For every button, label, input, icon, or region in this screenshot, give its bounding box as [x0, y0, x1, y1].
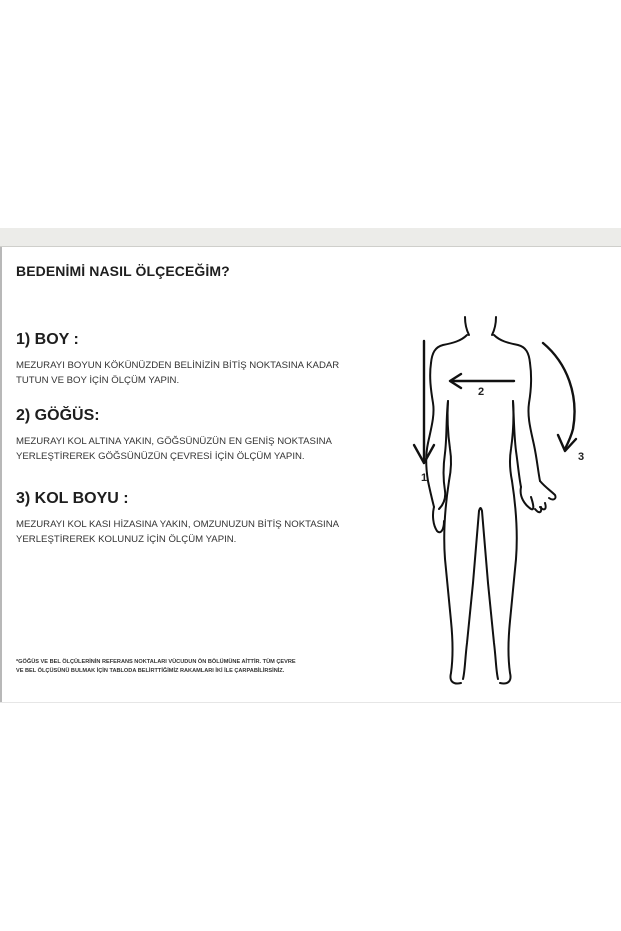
section-arm [16, 490, 396, 547]
section-arm-line1: MEZURAYI KOL KASI HİZASINA YAKIN, OMZUNUZUN BİTİŞ NOKTASINA [16, 519, 340, 530]
label-height: 1 [421, 472, 428, 484]
section-chest-line2: YERLEŞTİREREK GÖĞSÜNÜZÜN ÇEVRESİ İÇİN ÖLÇÜM YAPIN. [16, 451, 305, 462]
section-height-line1: MEZURAYI BOYUN KÖKÜNÜZDEN BELİNİZİN BİTİŞ NOKTASINA KADAR [16, 360, 340, 371]
head-left-line [465, 317, 469, 335]
size-guide-panel [0, 247, 621, 703]
section-chest-text [16, 434, 396, 464]
footnote-line1: *GÖĞÜS VE BEL ÖLÇÜLERİNİN REFERANS NOKTALARI VÜCUDUN ÖN BÖLÜMÜNE AİTTİR. TÜM ÇEVRE [16, 659, 296, 665]
footnote-line2: VE BEL ÖLÇÜSÜNÜ BULMAK İÇİN TABLODA BELİRTTİĞİMİZ RAKAMLARI İKİ İLE ÇARPABİLİRSİNİZ. [16, 668, 285, 674]
section-chest-line1: MEZURAYI KOL ALTINA YAKIN, GÖĞSÜNÜZÜN EN GENİŞ NOKTASINA [16, 436, 332, 447]
section-arm-text [16, 517, 396, 547]
section-height-heading: 1) BOY : [16, 331, 79, 348]
section-chest [16, 407, 396, 464]
left-divider [0, 247, 2, 702]
section-arm-line2: YERLEŞTİREREK KOLUNUZ İÇİN ÖLÇÜM YAPIN. [16, 534, 237, 545]
label-chest: 2 [478, 386, 485, 398]
footnote [16, 658, 356, 676]
head-right-line [492, 317, 496, 335]
section-height [16, 331, 396, 388]
label-arm: 3 [578, 451, 585, 463]
body-outline-icon [395, 311, 610, 689]
section-chest-heading: 2) GÖĞÜS: [16, 407, 100, 424]
top-band [0, 228, 621, 247]
arm-arrow-line [543, 343, 575, 449]
section-height-text [16, 358, 396, 388]
section-height-line2: TUTUN VE BOY İÇİN ÖLÇÜM YAPIN. [16, 375, 180, 386]
section-arm-heading: 3) KOL BOYU : [16, 490, 129, 507]
page-title: BEDENİMİ NASIL ÖLÇECEĞİM? [16, 263, 230, 279]
body-figure [395, 311, 610, 689]
